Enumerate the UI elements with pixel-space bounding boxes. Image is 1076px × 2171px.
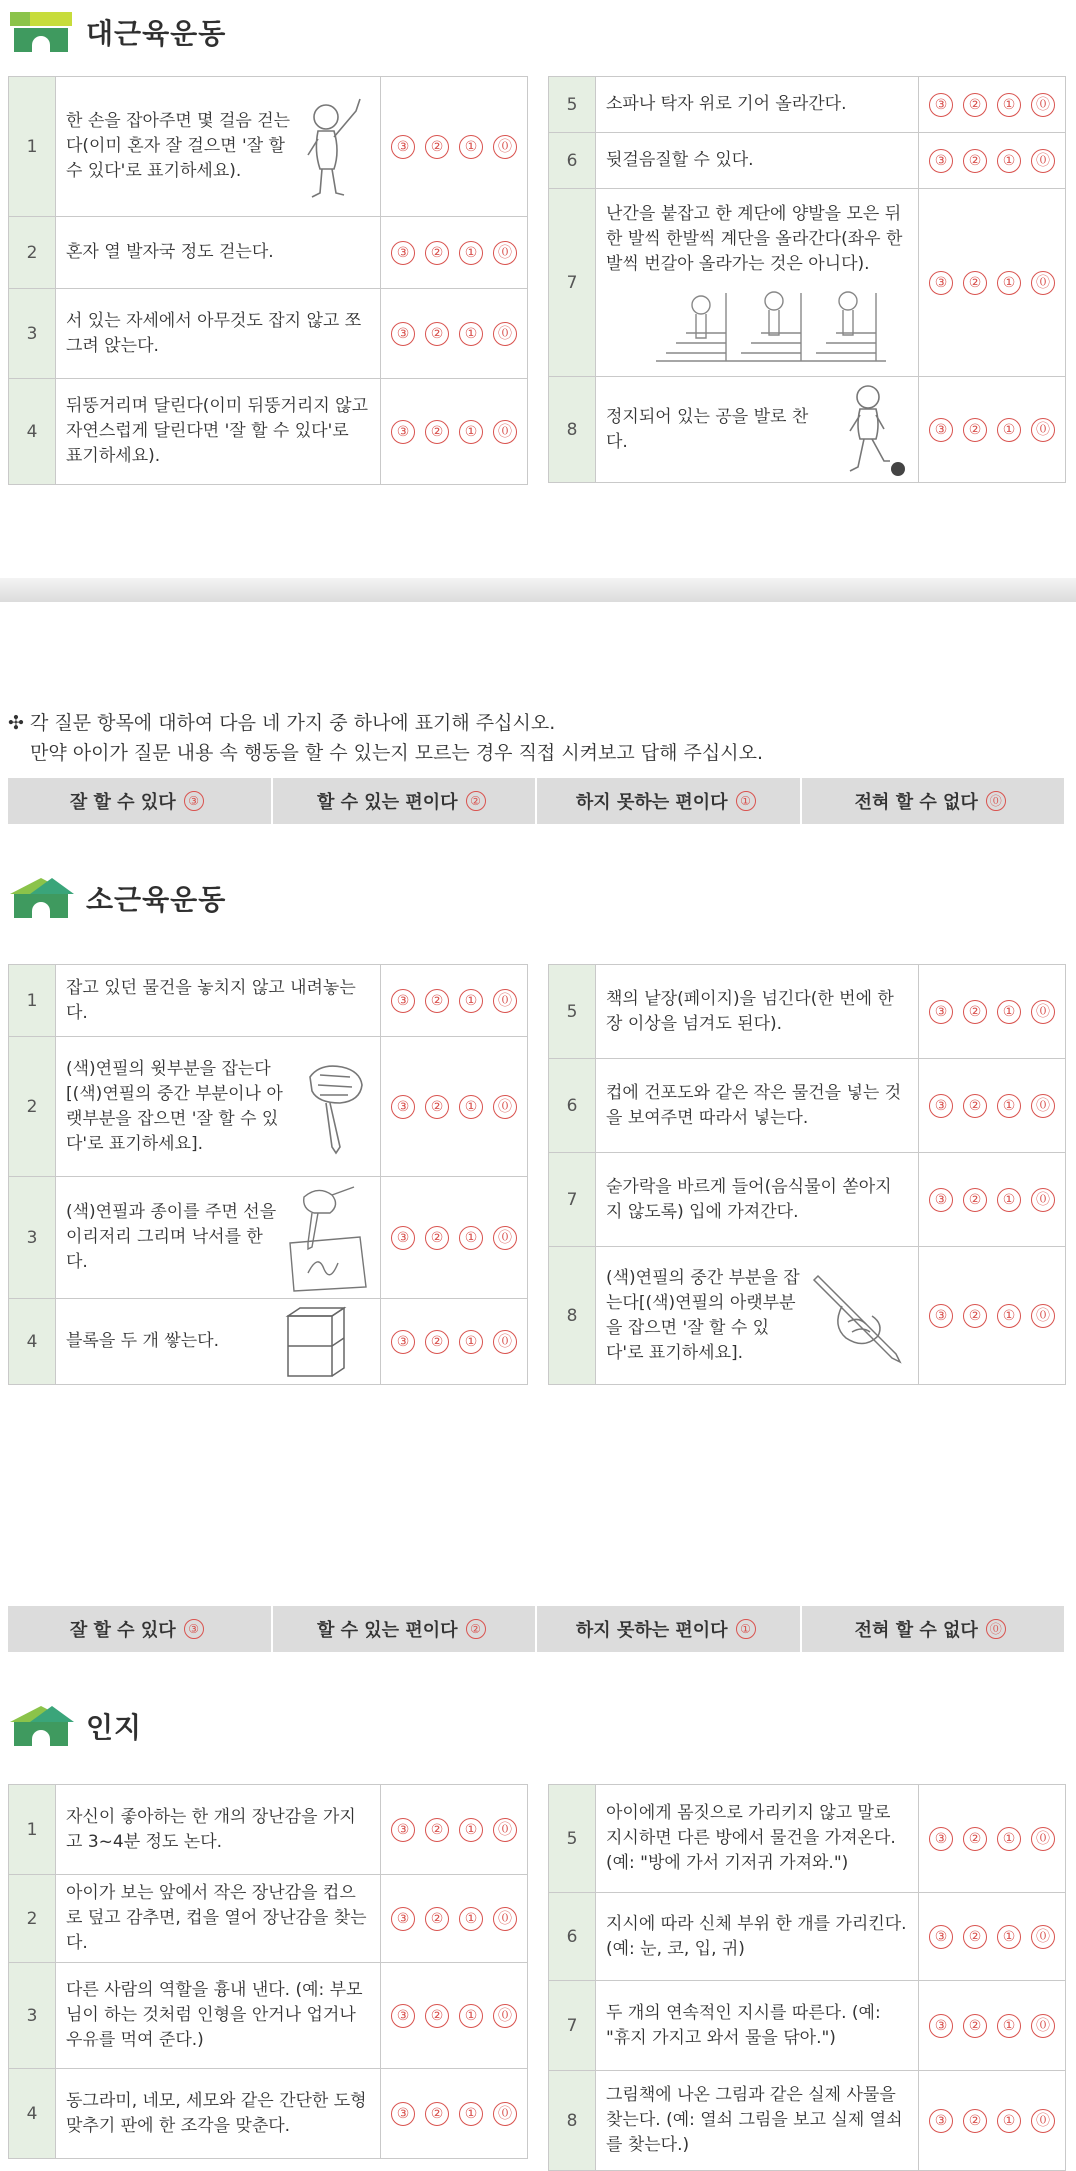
option-0[interactable]: ⓪: [1031, 1827, 1055, 1851]
table-row: [9, 1963, 528, 2069]
option-1[interactable]: ①: [997, 149, 1021, 173]
option-1[interactable]: ①: [997, 2014, 1021, 2038]
answer-options: [919, 133, 1066, 189]
item-number: 8: [549, 377, 596, 483]
table-row: [549, 2071, 1066, 2171]
option-3[interactable]: ③: [929, 2109, 953, 2133]
item-number: 7: [549, 1153, 596, 1247]
answer-options: [919, 189, 1066, 377]
item-number: 7: [549, 1981, 596, 2071]
option-2[interactable]: ②: [963, 1925, 987, 1949]
option-1[interactable]: ①: [459, 241, 483, 265]
option-2[interactable]: ②: [425, 1095, 449, 1119]
option-0[interactable]: ⓪: [493, 1907, 517, 1931]
item-number: 3: [9, 289, 56, 379]
option-1[interactable]: ①: [459, 322, 483, 346]
legend-item: 잘 할 수 있다 ③: [8, 778, 273, 824]
item-text: 서 있는 자세에서 아무것도 잡지 않고 쪼그려 앉는다.: [56, 289, 381, 379]
item-text: 동그라미, 네모, 세모와 같은 간단한 도형 맞추기 판에 한 조각을 맞춘다.: [56, 2069, 381, 2159]
legend-item: 잘 할 수 있다 ③: [8, 1606, 273, 1652]
option-1[interactable]: ①: [459, 420, 483, 444]
table-row: [549, 377, 1066, 483]
item-text: 소파나 탁자 위로 기어 올라간다.: [596, 77, 919, 133]
page-divider: [0, 578, 1076, 602]
option-2[interactable]: ②: [963, 149, 987, 173]
item-text: 지시에 따라 신체 부위 한 개를 가리킨다. (예: 눈, 코, 입, 귀): [596, 1893, 919, 1981]
fist-grip-pencil-illustration: [300, 1057, 370, 1157]
item-number: 5: [549, 1785, 596, 1893]
instructions: [8, 708, 763, 768]
option-2[interactable]: ②: [963, 1827, 987, 1851]
item-number: 6: [549, 1059, 596, 1153]
table-row: [9, 379, 528, 485]
option-2[interactable]: ②: [963, 2014, 987, 2038]
item-number: 2: [9, 1875, 56, 1963]
option-3[interactable]: ③: [391, 1330, 415, 1354]
option-2[interactable]: ②: [963, 1094, 987, 1118]
option-3[interactable]: ③: [391, 135, 415, 159]
option-1[interactable]: ①: [997, 1925, 1021, 1949]
option-3[interactable]: ③: [929, 93, 953, 117]
item-number: 3: [9, 1963, 56, 2069]
option-3[interactable]: ③: [929, 1094, 953, 1118]
option-3[interactable]: ③: [929, 1000, 953, 1024]
item-number: 5: [549, 77, 596, 133]
option-1[interactable]: ①: [459, 2102, 483, 2126]
scribbling-illustration: [284, 1183, 370, 1293]
answer-options: [381, 289, 528, 379]
option-0[interactable]: ⓪: [1031, 1925, 1055, 1949]
table-row: [549, 189, 1066, 377]
option-2[interactable]: ②: [425, 1907, 449, 1931]
table-row: [9, 289, 528, 379]
option-2[interactable]: ②: [425, 2004, 449, 2028]
table-row: [549, 1785, 1066, 1893]
item-number: 5: [549, 965, 596, 1059]
table-row: [9, 1785, 528, 1875]
pencil-grip-illustration: [812, 1266, 908, 1366]
answer-options: [919, 1059, 1066, 1153]
table-row: [549, 965, 1066, 1059]
option-2[interactable]: ②: [425, 1226, 449, 1250]
option-2[interactable]: ②: [963, 418, 987, 442]
item-text: 그림책에 나온 그림과 같은 실제 사물을 찾는다. (예: 열쇠 그림을 보고 실제 열쇠를 찾는다.): [596, 2071, 919, 2171]
table-row: [9, 1299, 528, 1385]
item-number: 7: [549, 189, 596, 377]
answer-options: [919, 1153, 1066, 1247]
fine-motor-table-left: [8, 964, 528, 1385]
option-0[interactable]: ⓪: [493, 1226, 517, 1250]
option-2[interactable]: ②: [425, 1818, 449, 1842]
answer-options: [381, 1299, 528, 1385]
table-row: [549, 1153, 1066, 1247]
section-title-fine-motor: 소근육운동: [10, 876, 226, 920]
item-text: (색)연필의 윗부분을 잡는다[(색)연필의 중간 부분이나 아랫부분을 잡으면 '잘 할 수 있다'로 표기하세요].: [66, 1058, 283, 1154]
option-0[interactable]: ⓪: [1031, 93, 1055, 117]
item-text: 뒷걸음질할 수 있다.: [596, 133, 919, 189]
answer-options: [381, 1177, 528, 1299]
option-0[interactable]: ⓪: [1031, 1304, 1055, 1328]
table-row: [549, 1059, 1066, 1153]
option-0[interactable]: ⓪: [1031, 149, 1055, 173]
option-1[interactable]: ①: [997, 1000, 1021, 1024]
option-2[interactable]: ②: [425, 989, 449, 1013]
option-3[interactable]: ③: [391, 989, 415, 1013]
option-1[interactable]: ①: [459, 2004, 483, 2028]
option-3[interactable]: ③: [391, 241, 415, 265]
answer-options: [381, 2069, 528, 2159]
instruction-line-1: ✣ 각 질문 항목에 대하여 다음 네 가지 중 하나에 표기해 주십시오.: [8, 712, 556, 734]
item-number: 1: [9, 77, 56, 217]
option-1[interactable]: ①: [997, 1188, 1021, 1212]
legend-item: 하지 못하는 편이다 ①: [537, 1606, 802, 1652]
section-title-gross-motor: 대근육운동: [10, 10, 226, 54]
table-row: [549, 133, 1066, 189]
answer-options: [381, 217, 528, 289]
option-1[interactable]: ①: [997, 418, 1021, 442]
item-text: 정지되어 있는 공을 발로 찬다.: [606, 406, 809, 452]
option-3[interactable]: ③: [391, 1818, 415, 1842]
option-1[interactable]: ①: [997, 1304, 1021, 1328]
option-2[interactable]: ②: [425, 2102, 449, 2126]
option-0[interactable]: ⓪: [493, 1818, 517, 1842]
option-1[interactable]: ①: [997, 1827, 1021, 1851]
option-2[interactable]: ②: [963, 1000, 987, 1024]
option-2[interactable]: ②: [425, 420, 449, 444]
item-text: (색)연필과 종이를 주면 선을 이리저리 그리며 낙서를 한다.: [66, 1202, 277, 1272]
option-0[interactable]: ⓪: [1031, 1094, 1055, 1118]
rating-legend: [8, 1606, 1064, 1652]
option-2[interactable]: ②: [963, 1304, 987, 1328]
option-3[interactable]: ③: [391, 2102, 415, 2126]
item-text: 두 개의 연속적인 지시를 따른다. (예: "휴지 가지고 와서 물을 닦아."): [596, 1981, 919, 2071]
answer-options: [919, 1247, 1066, 1385]
option-0[interactable]: ⓪: [493, 135, 517, 159]
item-number: 1: [9, 965, 56, 1037]
option-2[interactable]: ②: [425, 241, 449, 265]
option-1[interactable]: ①: [997, 93, 1021, 117]
option-0[interactable]: ⓪: [1031, 1188, 1055, 1212]
item-text: 뒤뚱거리며 달린다(이미 뒤뚱거리지 않고 자연스럽게 달린다면 '잘 할 수 있다'로 표기하세요).: [56, 379, 381, 485]
table-row: [9, 1177, 528, 1299]
answer-options: [381, 1963, 528, 2069]
option-0[interactable]: ⓪: [493, 989, 517, 1013]
answer-options: [381, 1785, 528, 1875]
house-icon: [10, 878, 72, 918]
option-0[interactable]: ⓪: [493, 2004, 517, 2028]
instruction-line-2: 만약 아이가 질문 내용 속 행동을 할 수 있는지 모르는 경우 직접 시켜보고 답해 주십시오.: [30, 742, 763, 764]
item-text: 혼자 열 발자국 정도 걷는다.: [56, 217, 381, 289]
table-row: [9, 1037, 528, 1177]
option-3[interactable]: ③: [391, 1226, 415, 1250]
table-row: [9, 965, 528, 1037]
item-number: 4: [9, 2069, 56, 2159]
option-2[interactable]: ②: [425, 322, 449, 346]
table-row: [549, 77, 1066, 133]
answer-options: [919, 1981, 1066, 2071]
option-1[interactable]: ①: [459, 1095, 483, 1119]
answer-options: [919, 77, 1066, 133]
option-1[interactable]: ①: [459, 1330, 483, 1354]
option-2[interactable]: ②: [425, 1330, 449, 1354]
option-1[interactable]: ①: [997, 2109, 1021, 2133]
legend-item: 전혀 할 수 없다 ⓪: [802, 1606, 1065, 1652]
stacked-blocks-illustration: [282, 1304, 352, 1380]
gross-motor-table-left: [8, 76, 528, 485]
option-3[interactable]: ③: [391, 322, 415, 346]
option-2[interactable]: ②: [425, 135, 449, 159]
item-number: 6: [549, 133, 596, 189]
option-3[interactable]: ③: [391, 2004, 415, 2028]
option-1[interactable]: ①: [459, 1907, 483, 1931]
section-title-cognition: 인지: [10, 1704, 142, 1748]
option-1[interactable]: ①: [459, 1226, 483, 1250]
legend-item: 할 수 있는 편이다 ②: [273, 778, 538, 824]
table-row: [549, 1981, 1066, 2071]
option-2[interactable]: ②: [963, 2109, 987, 2133]
item-text: (색)연필의 중간 부분을 잡는다[(색)연필의 아랫부분을 잡으면 '잘 할 수 있다'로 표기하세요].: [606, 1267, 800, 1363]
gross-motor-table-right: [548, 76, 1066, 483]
item-text: 숟가락을 바르게 들어(음식물이 쏟아지지 않도록) 입에 가져간다.: [596, 1153, 919, 1247]
fine-motor-table-right: [548, 964, 1066, 1385]
item-text: 아이에게 몸짓으로 가리키지 않고 말로 지시하면 다른 방에서 물건을 가져온다. (예: "방에 가서 기저귀 가져와."): [596, 1785, 919, 1893]
item-number: 8: [549, 1247, 596, 1385]
table-row: [9, 1875, 528, 1963]
table-row: [9, 77, 528, 217]
item-text: 블록을 두 개 쌓는다.: [66, 1331, 219, 1351]
option-1[interactable]: ①: [459, 135, 483, 159]
item-text: 다른 사람의 역할을 흉내 낸다. (예: 부모님이 하는 것처럼 인형을 안거나 업거나 우유를 먹여 준다.): [56, 1963, 381, 2069]
option-1[interactable]: ①: [997, 271, 1021, 295]
item-text: 자신이 좋아하는 한 개의 장난감을 가지고 3~4분 정도 논다.: [56, 1785, 381, 1875]
answer-options: [381, 965, 528, 1037]
answer-options: [381, 77, 528, 217]
option-0[interactable]: ⓪: [493, 1330, 517, 1354]
item-number: 2: [9, 217, 56, 289]
item-text: 잡고 있던 물건을 놓치지 않고 내려놓는다.: [56, 965, 381, 1037]
item-number: 3: [9, 1177, 56, 1299]
house-icon: [10, 1706, 72, 1746]
option-0[interactable]: ⓪: [493, 2102, 517, 2126]
option-0[interactable]: ⓪: [493, 322, 517, 346]
option-3[interactable]: ③: [929, 2014, 953, 2038]
option-0[interactable]: ⓪: [1031, 418, 1055, 442]
item-number: 4: [9, 379, 56, 485]
item-number: 4: [9, 1299, 56, 1385]
item-text: 아이가 보는 앞에서 작은 장난감을 컵으로 덮고 감추면, 컵을 열어 장난감을 찾는다.: [56, 1875, 381, 1963]
option-0[interactable]: ⓪: [493, 1095, 517, 1119]
option-1[interactable]: ①: [459, 1818, 483, 1842]
item-number: 8: [549, 2071, 596, 2171]
item-number: 2: [9, 1037, 56, 1177]
table-row: [549, 1893, 1066, 1981]
option-3[interactable]: ③: [929, 418, 953, 442]
item-text: 컵에 건포도와 같은 작은 물건을 넣는 것을 보여주면 따라서 넣는다.: [596, 1059, 919, 1153]
answer-options: [381, 1875, 528, 1963]
option-2[interactable]: ②: [963, 1188, 987, 1212]
option-0[interactable]: ⓪: [1031, 271, 1055, 295]
option-3[interactable]: ③: [929, 1925, 953, 1949]
answer-options: [381, 379, 528, 485]
option-0[interactable]: ⓪: [493, 241, 517, 265]
table-row: [9, 217, 528, 289]
option-1[interactable]: ①: [997, 1094, 1021, 1118]
cognition-table-right: [548, 1784, 1066, 2171]
answer-options: [919, 2071, 1066, 2171]
option-3[interactable]: ③: [929, 1827, 953, 1851]
item-text: 난간을 붙잡고 한 계단에 양발을 모은 뒤 한 발씩 한발씩 계단을 올라간다(좌우 한발씩 번갈아 올라가는 것은 아니다).: [606, 204, 903, 274]
item-number: 6: [549, 1893, 596, 1981]
option-0[interactable]: ⓪: [1031, 2014, 1055, 2038]
answer-options: [381, 1037, 528, 1177]
table-row: [9, 2069, 528, 2159]
option-3[interactable]: ③: [929, 1304, 953, 1328]
option-0[interactable]: ⓪: [493, 420, 517, 444]
rating-legend: [8, 778, 1064, 824]
option-2[interactable]: ②: [963, 93, 987, 117]
house-icon: [10, 12, 72, 52]
legend-item: 할 수 있는 편이다 ②: [273, 1606, 538, 1652]
legend-item: 하지 못하는 편이다 ①: [537, 778, 802, 824]
answer-options: [919, 377, 1066, 483]
option-3[interactable]: ③: [391, 420, 415, 444]
answer-options: [919, 1893, 1066, 1981]
option-3[interactable]: ③: [929, 271, 953, 295]
legend-item: 전혀 할 수 없다 ⓪: [802, 778, 1065, 824]
table-row: [549, 1247, 1066, 1385]
answer-options: [919, 965, 1066, 1059]
item-text: 책의 낱장(페이지)을 넘긴다(한 번에 한 장 이상을 넘겨도 된다).: [596, 965, 919, 1059]
option-0[interactable]: ⓪: [1031, 2109, 1055, 2133]
option-1[interactable]: ①: [459, 989, 483, 1013]
option-3[interactable]: ③: [391, 1095, 415, 1119]
stair-climbing-illustration: [656, 283, 886, 363]
option-3[interactable]: ③: [391, 1907, 415, 1931]
kicking-ball-illustration: [828, 381, 908, 479]
option-3[interactable]: ③: [929, 149, 953, 173]
walking-baby-illustration: [298, 89, 370, 204]
item-text: 한 손을 잡아주면 몇 걸음 걷는다(이미 혼자 잘 걸으면 '잘 할 수 있다'로 표기하세요).: [66, 111, 291, 181]
item-number: 1: [9, 1785, 56, 1875]
cognition-table-left: [8, 1784, 528, 2159]
option-2[interactable]: ②: [963, 271, 987, 295]
answer-options: [919, 1785, 1066, 1893]
option-0[interactable]: ⓪: [1031, 1000, 1055, 1024]
option-3[interactable]: ③: [929, 1188, 953, 1212]
